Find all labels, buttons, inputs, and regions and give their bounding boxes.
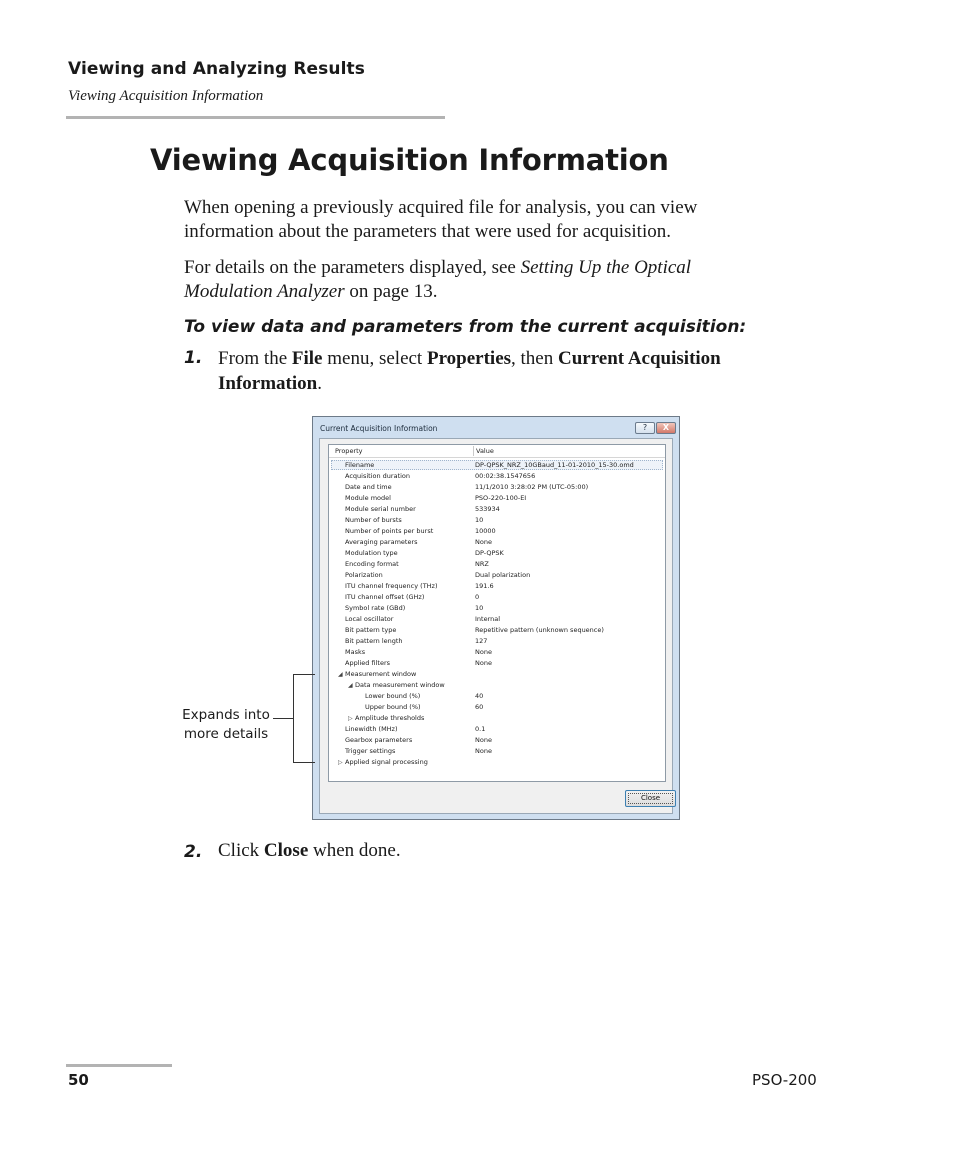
property-value: 0 [475,593,480,601]
property-value: 40 [475,692,484,700]
property-row[interactable] [329,482,665,493]
property-value: None [475,747,492,755]
property-row[interactable] [329,471,665,482]
property-row[interactable] [329,526,665,537]
property-value: Dual polarization [475,571,531,579]
property-value: 127 [475,637,488,645]
property-value: 533934 [475,505,500,513]
property-value: DP-QPSK [475,549,504,557]
property-row[interactable] [329,625,665,636]
step-2-close: Close [263,840,309,861]
property-name: Module model [345,494,391,502]
property-value: None [475,659,492,667]
property-name: Symbol rate (GBd) [345,604,406,612]
property-name: ITU channel offset (GHz) [345,593,425,601]
step-1-part: menu, select [322,348,427,369]
cross-reference-link[interactable]: Setting Up the Optical Modulation Analyzer [184,257,692,302]
details-paragraph [184,256,784,304]
property-row[interactable] [329,724,665,735]
property-row[interactable] [329,515,665,526]
property-value: None [475,736,492,744]
step-1-current-acq: Current Acquisition Information [218,348,721,394]
property-column-header[interactable]: Property [335,447,363,455]
property-name: Acquisition duration [345,472,411,480]
property-row[interactable] [329,757,665,768]
property-row[interactable] [329,691,665,702]
property-row[interactable] [329,537,665,548]
footer-rule [66,1064,172,1067]
property-value: 10 [475,604,484,612]
property-row[interactable] [329,559,665,570]
step-1-text [218,346,798,396]
callout-bracket [293,674,315,763]
property-row[interactable] [329,658,665,669]
property-row[interactable] [329,570,665,581]
property-row[interactable] [329,493,665,504]
property-value: DP-QPSK_NRZ_10GBaud_11-01-2010_15-30.omd [475,461,634,469]
property-value: Repetitive pattern (unknown sequence) [475,626,604,634]
property-value: None [475,538,492,546]
collapse-arrow-icon[interactable]: ◢ [348,682,353,689]
header-divider [329,457,665,458]
chapter-title: Viewing and Analyzing Results [68,59,365,79]
property-row[interactable] [329,460,665,471]
property-name: Number of points per burst [345,527,434,535]
property-name: Bit pattern length [345,637,403,645]
property-row[interactable] [329,548,665,559]
step-1-part: From the [218,348,292,369]
property-name: Date and time [345,483,392,491]
property-name: Applied filters [345,659,391,667]
property-value: 0.1 [475,725,486,733]
callout-leader-line [273,718,293,719]
step-2-number: 2. [184,842,203,862]
property-value: 10 [475,516,484,524]
step-2-part: when done. [308,840,401,861]
property-value: PSO-220-100-EI [475,494,527,502]
property-name: Masks [345,648,366,656]
close-button[interactable]: Close [625,790,676,807]
intro-paragraph: When opening a previously acquired file for analysis, you can view information about the parameters that were used for acquisition. [184,197,698,242]
property-name: Encoding format [345,560,399,568]
property-value: 60 [475,703,484,711]
expand-arrow-icon[interactable]: ▷ [338,759,343,766]
property-row[interactable] [329,636,665,647]
step-2-part: Click [218,840,264,861]
dialog-body [319,438,673,814]
property-row[interactable] [329,669,665,680]
property-name: Modulation type [345,549,398,557]
expand-arrow-icon[interactable]: ▷ [348,715,353,722]
property-name: Measurement window [345,670,417,678]
property-name: Gearbox parameters [345,736,413,744]
property-row[interactable] [329,603,665,614]
step-1-part: , then [511,348,558,369]
property-value: 10000 [475,527,496,535]
step-1-properties: Properties [426,348,512,369]
property-row[interactable] [329,614,665,625]
property-value: NRZ [475,560,489,568]
property-name: Upper bound (%) [365,703,421,711]
property-row[interactable] [329,702,665,713]
property-value: 00:02:38.1547656 [475,472,536,480]
property-name: Number of bursts [345,516,402,524]
column-separator[interactable] [473,446,474,456]
collapse-arrow-icon[interactable]: ◢ [338,671,343,678]
step-2-text [218,840,401,862]
property-row[interactable] [329,746,665,757]
property-name: Amplitude thresholds [355,714,425,722]
page-number: 50 [68,1071,89,1089]
details-suffix: on page 13. [344,281,438,302]
help-button[interactable]: ? [635,422,655,434]
property-value: 11/1/2010 3:28:02 PM (UTC-05:00) [475,483,589,491]
value-column-header[interactable]: Value [476,447,494,455]
property-value: 191.6 [475,582,494,590]
property-name: Averaging parameters [345,538,418,546]
property-name: Filename [345,461,375,469]
header-rule [66,116,445,119]
property-row[interactable] [329,713,665,724]
section-subtitle: Viewing Acquisition Information [68,88,264,104]
close-window-button[interactable]: X [656,422,676,434]
property-row[interactable] [329,735,665,746]
property-name: Linewidth (MHz) [345,725,398,733]
property-row[interactable] [329,647,665,658]
property-name: Data measurement window [355,681,445,689]
property-name: Trigger settings [345,747,396,755]
acquisition-info-dialog [312,416,680,820]
property-name: Lower bound (%) [365,692,421,700]
details-prefix: For details on the parameters displayed, see [184,257,521,278]
expand-callout-text: Expands into more details [182,707,270,742]
property-grid[interactable] [328,444,666,782]
property-row[interactable] [329,680,665,691]
property-name: Bit pattern type [345,626,397,634]
property-row[interactable] [329,504,665,515]
property-name: Module serial number [345,505,416,513]
property-value: Internal [475,615,501,623]
dialog-title: Current Acquisition Information [320,424,438,433]
property-name: ITU channel frequency (THz) [345,582,438,590]
property-row[interactable] [329,581,665,592]
step-1-file: File [291,348,323,369]
property-row[interactable] [329,592,665,603]
property-value: None [475,648,492,656]
property-name: Applied signal processing [345,758,428,766]
property-name: Polarization [345,571,383,579]
step-1-number: 1. [184,348,203,368]
property-name: Local oscillator [345,615,394,623]
step-1-part: . [317,373,322,394]
procedure-title: To view data and parameters from the current acquisition: [184,317,747,337]
page-heading: Viewing Acquisition Information [150,143,669,177]
product-name: PSO-200 [752,1071,817,1089]
